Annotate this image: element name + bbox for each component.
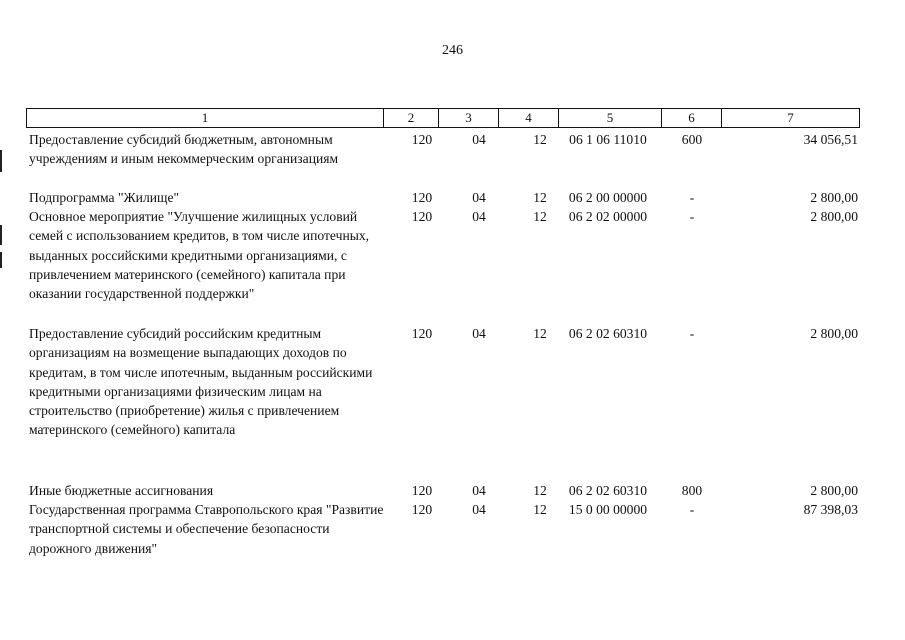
row-code-5: 06 2 02 60310 <box>568 483 648 498</box>
row-code-4: 12 <box>533 190 547 205</box>
header-cell: 2 <box>384 109 439 127</box>
row-code-5: 06 2 02 00000 <box>568 209 648 224</box>
row-code-6: 800 <box>681 483 703 498</box>
header-cell: 4 <box>499 109 559 127</box>
scan-edge-mark <box>0 150 2 172</box>
header-cell: 7 <box>787 110 794 125</box>
row-code-4: 12 <box>533 132 547 147</box>
row-code-6: 600 <box>681 132 703 147</box>
row-code-5: 06 2 00 00000 <box>568 190 648 205</box>
row-code-4: 12 <box>533 502 547 517</box>
row-code-3: 04 <box>472 483 486 498</box>
row-amount: 2 800,00 <box>810 483 858 498</box>
header-cell: 3 <box>439 109 499 127</box>
row-code-5: 15 0 00 00000 <box>568 502 648 517</box>
row-code-5: 06 1 06 11010 <box>569 132 647 147</box>
header-cell: 6 <box>662 109 722 127</box>
row-code-2: 120 <box>411 132 433 147</box>
header-cell: 5 <box>559 109 662 127</box>
header-cell: 1 <box>27 109 384 127</box>
scan-edge-mark <box>0 252 2 268</box>
row-code-4: 12 <box>533 209 547 224</box>
row-code-2: 120 <box>411 502 433 517</box>
row-code-3: 04 <box>472 326 486 341</box>
row-code-3: 04 <box>472 209 486 224</box>
row-amount: 2 800,00 <box>810 209 858 224</box>
row-amount: 2 800,00 <box>810 326 858 341</box>
row-code-3: 04 <box>472 132 486 147</box>
row-name: Государственная программа Ставропольского края "Развитие транспортной системы и обеспечение безопасности дорожного движения" <box>29 502 384 556</box>
row-code-3: 04 <box>472 190 486 205</box>
row-name: Подпрограмма "Жилище" <box>29 190 180 205</box>
row-name: Предоставление субсидий российским кредитным организациям на возмещение выпадающих доходов по кредитам, в том числе ипотечным, выданным российскими кредитными организациями физическим лицам на строительство (приобретение) жилья с привлечением материнского (семейного) капитала <box>29 326 373 438</box>
row-code-6: - <box>689 190 695 205</box>
row-code-6: - <box>689 502 695 517</box>
row-code-2: 120 <box>411 190 433 205</box>
row-name: Основное мероприятие "Улучшение жилищных условий семей с использованием кредитов, в том числе ипотечных, выданных российскими кредитными организациями, с привлечением материнского (семейного) капитала при оказании государственной поддержки" <box>29 209 370 302</box>
row-code-2: 120 <box>411 326 433 341</box>
row-name: Иные бюджетные ассигнования <box>29 483 214 498</box>
row-amount: 34 056,51 <box>803 132 858 147</box>
scan-edge-mark <box>0 225 2 245</box>
row-code-2: 120 <box>411 209 433 224</box>
row-code-4: 12 <box>533 483 547 498</box>
row-code-2: 120 <box>411 483 433 498</box>
row-amount: 87 398,03 <box>803 502 858 517</box>
table-header <box>26 108 860 128</box>
row-code-6: - <box>689 326 695 341</box>
page-number: 246 <box>442 43 463 58</box>
row-code-3: 04 <box>472 502 486 517</box>
row-code-6: - <box>689 209 695 224</box>
row-code-5: 06 2 02 60310 <box>568 326 648 341</box>
row-amount: 2 800,00 <box>810 190 858 205</box>
row-code-4: 12 <box>533 326 547 341</box>
row-name: Предоставление субсидий бюджетным, автономным учреждениям и иным некоммерческим организациям <box>29 132 339 167</box>
